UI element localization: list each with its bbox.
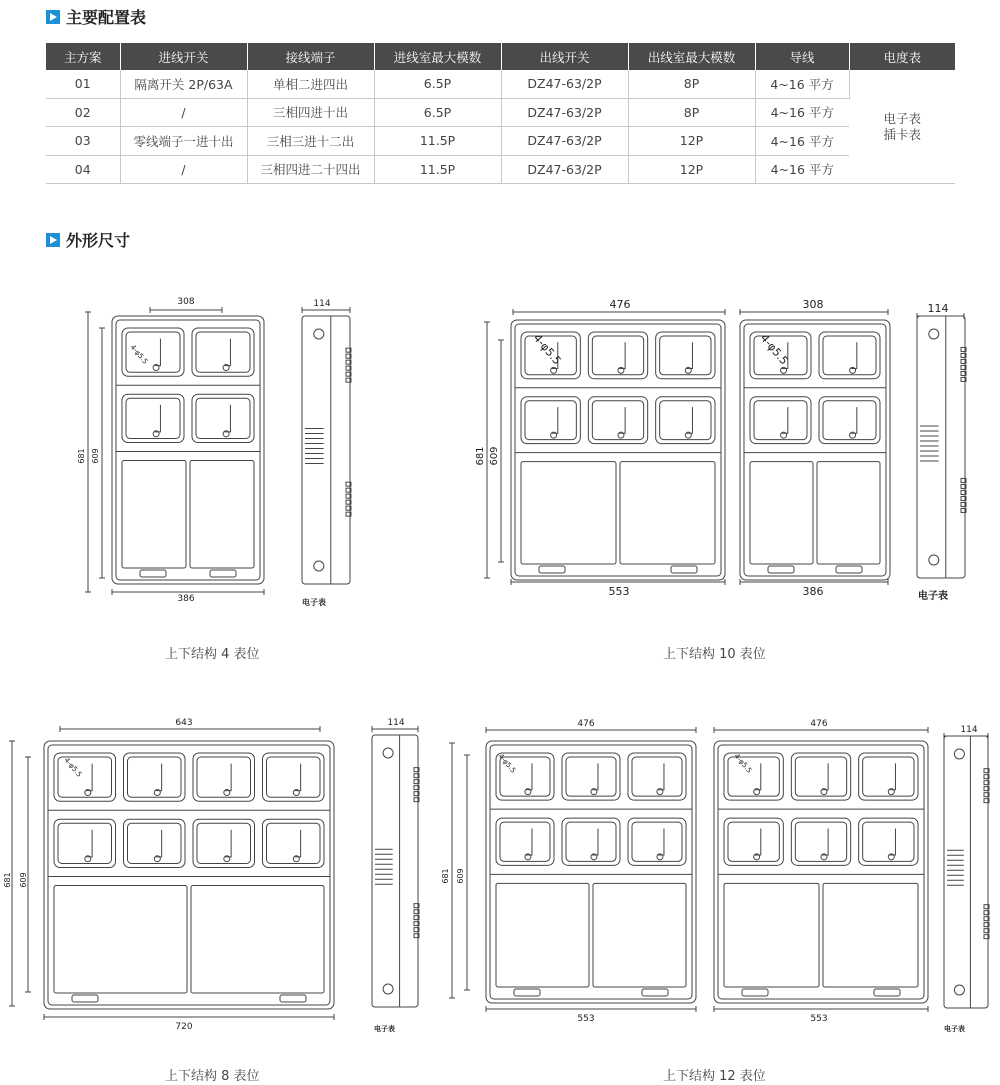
table-cell: / [120, 155, 247, 184]
table-cell: 零线端子一进十出 [120, 127, 247, 156]
table-cell: 三相三进十二出 [247, 127, 374, 156]
switch-compartment [190, 460, 254, 568]
handle [742, 989, 768, 996]
meter-window-notch [225, 830, 231, 857]
enclosure-outline [486, 741, 696, 1003]
table-cell: 04 [46, 155, 120, 184]
meter-window-notch [619, 342, 625, 368]
side-view-outline [944, 736, 988, 1008]
table-cell: / [120, 98, 247, 127]
side-mount-hole [929, 555, 939, 565]
d8-inner-height-label: 609 [19, 872, 28, 888]
switch-compartment [496, 883, 589, 987]
table-cell: 02 [46, 98, 120, 127]
enclosure-outline [112, 316, 264, 584]
side-mount-hole [314, 329, 324, 339]
table-cell: 11.5P [374, 155, 501, 184]
meter-window-notch [295, 830, 301, 857]
table-cell: DZ47-63/2P [501, 155, 628, 184]
side-mount-hole [954, 985, 964, 995]
handle [671, 566, 697, 573]
handle [140, 570, 166, 577]
side-mount-hole [314, 561, 324, 571]
col-header: 电度表 [849, 43, 955, 70]
handle [72, 995, 98, 1002]
table-cell: 11.5P [374, 127, 501, 156]
enclosure-inner-outline [515, 324, 721, 576]
d8-bottom-label: 720 [175, 1022, 193, 1032]
col-header: 进线室最大模数 [374, 43, 501, 70]
table-cell: 隔离开关 2P/63A [120, 70, 247, 98]
d10-hole-label-2: 4-φ5.5 [757, 331, 791, 368]
enclosure-outline [740, 320, 890, 580]
handle [514, 989, 540, 996]
switch-compartment [620, 462, 715, 564]
switch-compartment [521, 462, 616, 564]
enclosure-inner-outline [744, 324, 886, 576]
table-cell: 12P [628, 127, 755, 156]
handle [210, 570, 236, 577]
meter-window-notch [889, 763, 895, 789]
meter-window-notch [851, 407, 857, 433]
d12-hole-label-1: 4-φ5.5 [496, 752, 518, 775]
table-cell: 12P [628, 155, 755, 184]
d12-bottom1-label: 553 [577, 1014, 595, 1024]
enclosure-inner-outline [718, 745, 924, 999]
table-cell: 三相四进二十四出 [247, 155, 374, 184]
meter-window-notch [526, 763, 532, 789]
meter-window-notch [755, 829, 761, 855]
d10-caption: 上下结构 10 表位 [663, 647, 766, 662]
meter-window-notch [156, 830, 162, 857]
col-header: 出线室最大模数 [628, 43, 755, 70]
d4-outer-height-label: 681 [77, 448, 86, 464]
d10-inner-height-label: 609 [489, 446, 500, 466]
meter-window-notch [86, 830, 92, 857]
switch-compartment [54, 885, 187, 993]
d12-width2-label: 476 [810, 719, 828, 729]
meter-window-notch [224, 339, 230, 366]
d4-side-width-label: 114 [313, 299, 331, 309]
enclosure-outline [44, 741, 334, 1009]
side-mount-hole [383, 984, 393, 994]
d12-bottom2-label: 553 [810, 1014, 828, 1024]
enclosure-inner-outline [490, 745, 692, 999]
d10-side-width-label: 114 [927, 302, 949, 315]
d10-width2-label: 308 [802, 298, 824, 311]
meter-window-notch [295, 764, 301, 791]
side-mount-hole [929, 329, 939, 339]
meter-window-notch [224, 405, 230, 432]
meter-window-notch [658, 763, 664, 789]
d10-hole-label-1: 4-φ5.5 [530, 331, 564, 368]
d12-inner-height-label: 609 [456, 868, 465, 884]
d12-outer-height-label: 681 [441, 868, 450, 884]
meter-window-notch [658, 829, 664, 855]
table-cell: 4~16 平方 [755, 98, 849, 127]
col-header: 进线开关 [120, 43, 247, 70]
meter-window-notch [686, 407, 692, 433]
meter-window-notch [592, 763, 598, 789]
handle [836, 566, 862, 573]
col-header: 导线 [755, 43, 849, 70]
switch-compartment [122, 460, 186, 568]
table-cell: DZ47-63/2P [501, 98, 628, 127]
meter-window-notch [154, 405, 160, 432]
side-mount-hole [383, 748, 393, 758]
table-cell: DZ47-63/2P [501, 70, 628, 98]
side-view-outline [917, 316, 965, 578]
config-section-title: 主要配置表 [66, 8, 147, 27]
dims-section-title: 外形尺寸 [66, 231, 131, 250]
meter-window-notch [851, 342, 857, 368]
meter-window-notch [782, 407, 788, 433]
table-cell: 03 [46, 127, 120, 156]
d8-hole-label: 4-φ5.5 [62, 756, 84, 779]
meter-window-notch [592, 829, 598, 855]
table-cell: 6.5P [374, 98, 501, 127]
d12-hole-label-2: 4-φ5.5 [732, 752, 754, 775]
table-cell: 4~16 平方 [755, 70, 849, 98]
meter-window-notch [154, 339, 160, 366]
meter-window-notch [225, 764, 231, 791]
table-cell: 三相四进十出 [247, 98, 374, 127]
meter-window-notch [755, 763, 761, 789]
switch-compartment [191, 885, 324, 993]
d8-caption: 上下结构 8 表位 [165, 1069, 260, 1084]
meter-window-notch [686, 342, 692, 368]
d4-hole-label: 4-φ5.5 [128, 343, 150, 366]
d4-side-label: 电子表 [302, 598, 326, 607]
switch-compartment [750, 462, 813, 564]
d8-outer-height-label: 681 [3, 872, 12, 888]
col-header: 主方案 [46, 43, 120, 70]
meter-window-notch [619, 407, 625, 433]
switch-compartment [593, 883, 686, 987]
switch-compartment [823, 883, 918, 987]
d4-inner-height-label: 609 [91, 448, 100, 464]
handle [539, 566, 565, 573]
d10-width1-label: 476 [609, 298, 631, 311]
meter-window-notch [822, 763, 828, 789]
table-cell: 4~16 平方 [755, 127, 849, 156]
d4-caption: 上下结构 4 表位 [165, 647, 260, 662]
d12-width1-label: 476 [577, 719, 595, 729]
enclosure-inner-outline [48, 745, 330, 1005]
d10-bottom1-label: 553 [608, 585, 630, 598]
table-cell: 4~16 平方 [755, 155, 849, 184]
handle [642, 989, 668, 996]
meter-window-notch [822, 829, 828, 855]
meter-window-notch [526, 829, 532, 855]
meter-window-notch [156, 764, 162, 791]
table-cell: DZ47-63/2P [501, 127, 628, 156]
switch-compartment [817, 462, 880, 564]
meter-type-2: 插卡表 [883, 126, 921, 142]
d4-bottom-label: 386 [177, 594, 195, 604]
side-view-outline [302, 316, 350, 584]
d10-bottom2-label: 386 [802, 585, 824, 598]
meter-window-notch [552, 407, 558, 433]
d10-side-label: 电子表 [918, 591, 948, 602]
table-cell: 单相二进四出 [247, 70, 374, 98]
d12-side-label: 电子表 [944, 1025, 965, 1033]
table-cell: 01 [46, 70, 120, 98]
handle [280, 995, 306, 1002]
meter-type-1: 电子表 [883, 110, 921, 126]
d12-side-width-label: 114 [960, 725, 978, 735]
d8-width-label: 643 [175, 718, 193, 728]
table-cell: 6.5P [374, 70, 501, 98]
table-cell: 8P [628, 98, 755, 127]
d8-side-label: 电子表 [374, 1025, 395, 1033]
side-mount-hole [954, 749, 964, 759]
meter-window-notch [889, 829, 895, 855]
d8-side-width-label: 114 [387, 718, 405, 728]
col-header: 接线端子 [247, 43, 374, 70]
table-cell: 8P [628, 70, 755, 98]
handle [768, 566, 794, 573]
d10-outer-height-label: 681 [475, 446, 486, 466]
col-header: 出线开关 [501, 43, 628, 70]
meter-window-notch [86, 764, 92, 791]
d12-caption: 上下结构 12 表位 [663, 1069, 766, 1084]
switch-compartment [724, 883, 819, 987]
handle [874, 989, 900, 996]
side-view-outline [372, 735, 418, 1007]
d4-width-label: 308 [177, 297, 195, 307]
